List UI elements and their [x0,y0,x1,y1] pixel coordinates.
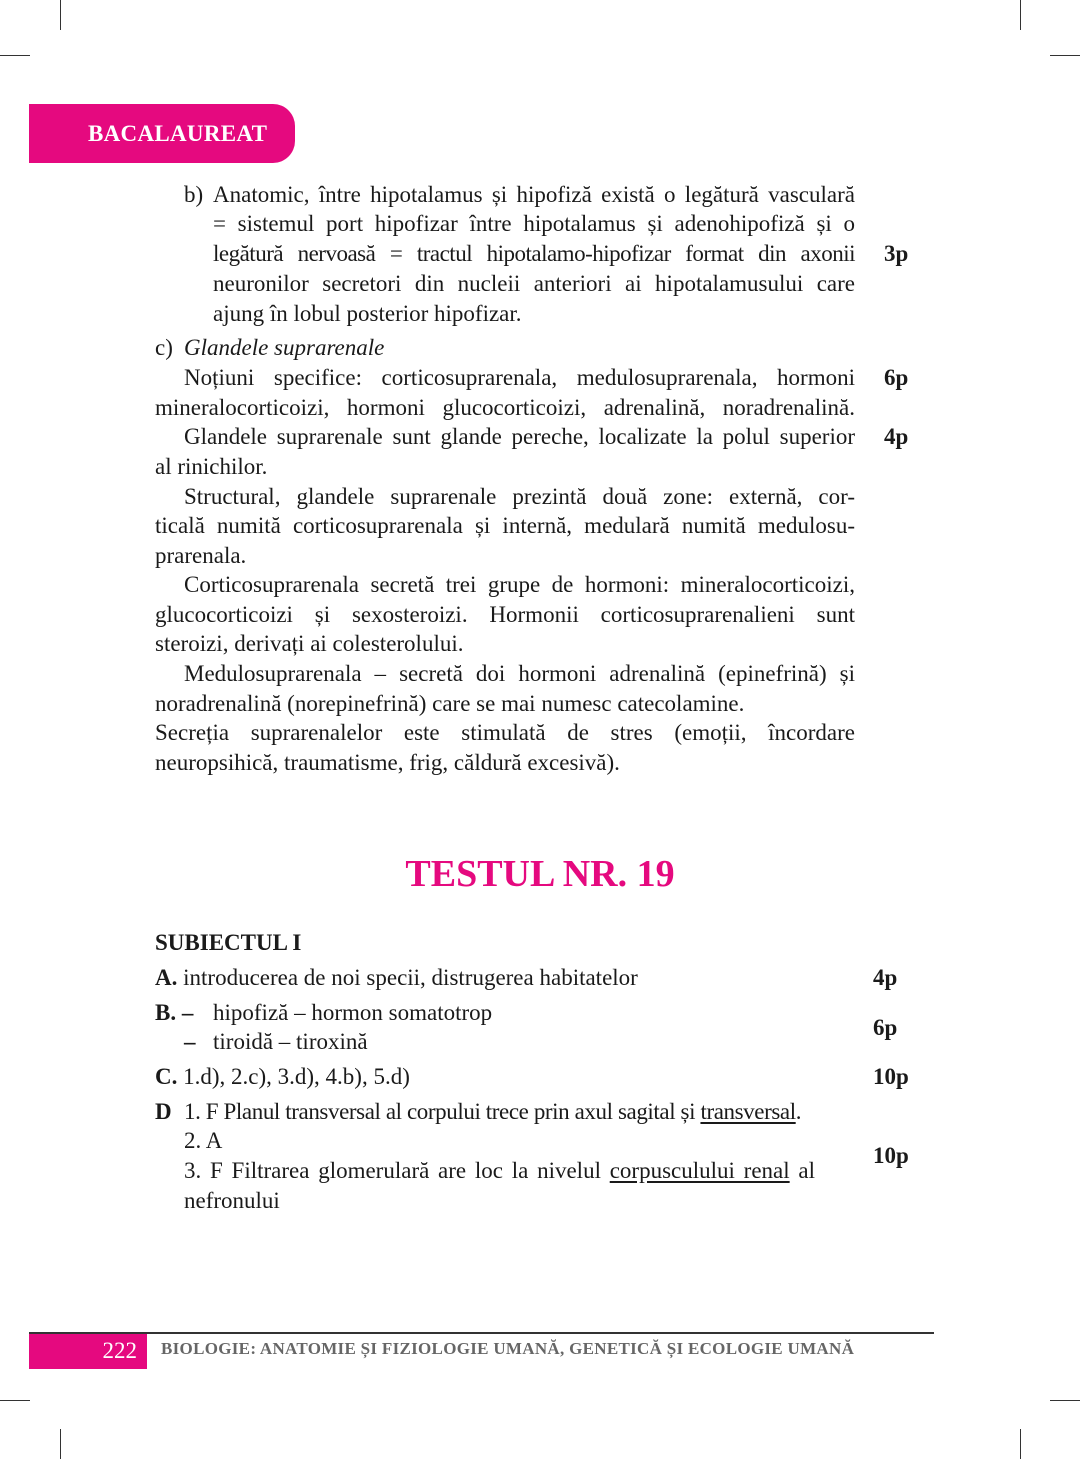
paragraph-line: Glandele suprarenale sunt glande pereche, localizate la polul superior [184,424,855,449]
points: 10p [873,1064,909,1089]
paragraph-line: ajung în lobul posterior hipofizar. [213,301,522,326]
answer-line [184,1156,815,1185]
section-heading: Glandele suprarenale [184,335,385,360]
answer-text: 3. F Filtrarea glomerulară are loc la nivelul [184,1158,610,1183]
points: 4p [884,424,909,449]
answer-text: 2. A [184,1128,223,1153]
answer-text: tiroidă – tiroxină [213,1029,368,1054]
item-label: B. – [155,1000,194,1025]
page-number: 222 [29,1334,147,1369]
paragraph-line: Anatomic, între hipotalamus și hipofiză există o legătură vasculară [213,182,855,207]
paragraph-line: ticală numită corticosuprarenala și internă, medulară numită medulosu- [155,513,855,538]
paragraph-line: Medulosuprarenala – secretă doi hormoni adrenalină (epinefrină) și [184,661,855,686]
paragraph-line: glucocorticoizi și sexosteroizi. Hormonii corticosuprarenalieni sunt [155,602,855,627]
footer-rule [29,1332,934,1334]
answer-text: 1. F Planul transversal al corpului trece prin axul sagital și [184,1099,701,1124]
paragraph-line: neuronilor secretori din nucleii anteriori ai hipotalamusului care [213,271,855,296]
points: 6p [873,1015,898,1040]
test-title: TESTUL NR. 19 [405,853,675,895]
paragraph-line: Corticosuprarenala secretă trei grupe de hormoni: mineralocorticoizi, [184,572,855,597]
item-label: A. [155,965,178,990]
dash: – [184,1029,196,1054]
paragraph-line: al rinichilor. [155,454,268,479]
item-label: b) [184,182,204,207]
section-banner: BACALAUREAT [29,104,295,163]
crop-mark [1020,0,1021,30]
paragraph-line: = sistemul port hipofizar între hipotalamus și adenohipofiză și o [213,211,855,236]
item-label: D [155,1099,172,1124]
item-label: c) [155,335,173,360]
points: 4p [873,965,898,990]
crop-mark [60,0,61,30]
crop-mark [0,1400,30,1401]
answer-text: hipofiză – hormon somatotrop [213,1000,493,1025]
crop-mark [1020,1429,1021,1459]
underlined-term: transversal [700,1099,796,1124]
book-title: BIOLOGIE: ANATOMIE ȘI FIZIOLOGIE UMANĂ, GENETICĂ ȘI ECOLOGIE UMANĂ [161,1339,855,1358]
answer-text: . [795,1099,802,1124]
crop-mark [1050,1400,1080,1401]
crop-mark [0,55,30,56]
points: 10p [873,1143,909,1168]
paragraph-line: Noțiuni specifice: corticosuprarenala, medulosuprarenala, hormoni [184,365,855,390]
answer-text: nefronului [184,1188,280,1213]
paragraph-line: legătură nervoasă = tractul hipotalamo-hipofizar format din axonii [213,241,855,266]
paragraph-line: mineralocorticoizi, hormoni glucocorticoizi, adrenalină, noradrenalină. [155,395,855,420]
underlined-term: corpusculului renal [609,1158,790,1183]
answer-line [184,1097,801,1126]
answer-text: introducerea de noi specii, distrugerea habitatelor [183,965,638,990]
item-label: C. [155,1064,178,1089]
points: 3p [884,241,909,266]
answer-a [155,963,638,992]
paragraph-line: neuropsihică, traumatisme, frig, căldură excesivă). [155,750,620,775]
subject-heading: SUBIECTUL I [155,930,302,955]
paragraph-line: Structural, glandele suprarenale prezintă două zone: externă, cor- [184,484,855,509]
crop-mark [60,1429,61,1459]
answer-c [155,1062,410,1091]
answer-text: 1.d), 2.c), 3.d), 4.b), 5.d) [183,1064,410,1089]
paragraph-line: noradrenalină (norepinefrină) care se mai numesc catecolamine. [155,691,745,716]
paragraph-line: Secreția suprarenalelor este stimulată de stres (emoții, încordare [155,720,855,745]
crop-mark [1050,55,1080,56]
answer-text: al [789,1158,815,1183]
points: 6p [884,365,909,390]
paragraph-line: steroizi, derivați ai colesterolului. [155,631,464,656]
paragraph-line: prarenala. [155,543,247,568]
